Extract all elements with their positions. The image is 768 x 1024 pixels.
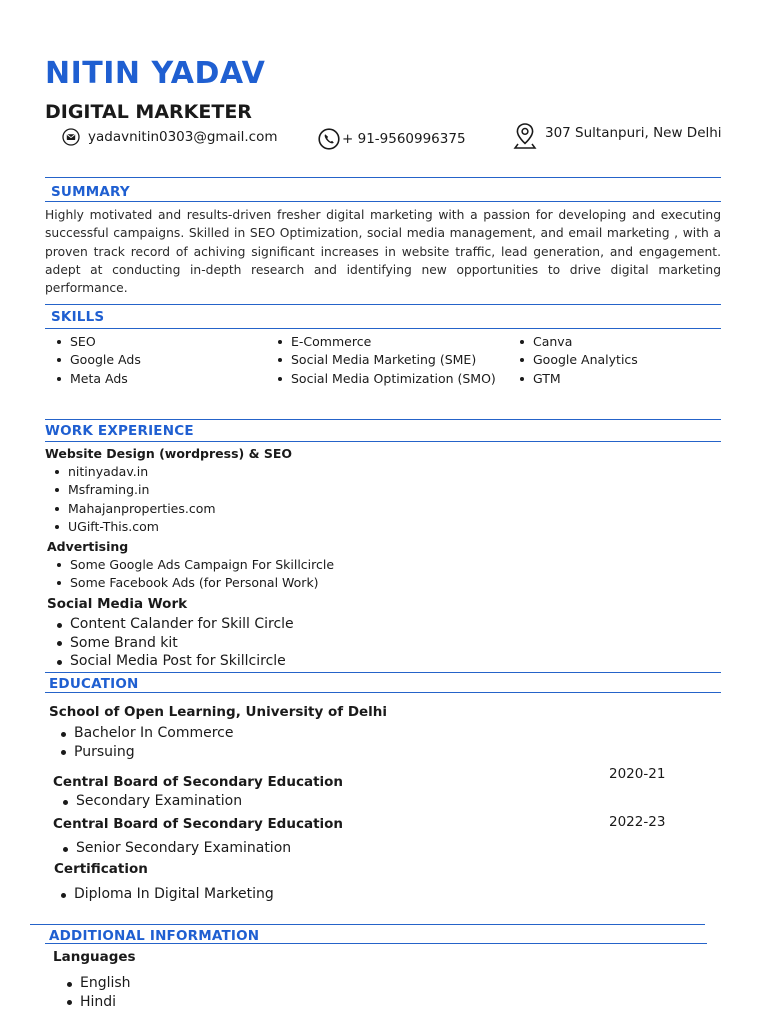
school-title: School of Open Learning, University of Delhi [49,704,388,720]
list-item: Mahajanproperties.com [52,500,216,518]
web-design-list [52,463,216,536]
skills-list-1 [54,333,141,388]
section-divider [45,177,721,178]
section-divider [30,924,705,925]
education-year: 2022-23 [609,814,666,830]
list-item: Diploma In Digital Marketing [58,885,274,904]
list-item: nitinyadav.in [52,463,216,481]
list-item: Msframing.in [52,481,216,499]
advertising-title: Advertising [47,539,129,554]
advertising-list [54,556,334,593]
candidate-name: NITIN YADAV [45,56,266,91]
list-item: Google Analytics [517,351,638,369]
education-year: 2020-21 [609,766,666,782]
email-text[interactable]: yadavnitin0303@gmail.com [88,129,278,145]
list-item: Some Google Ads Campaign For Skillcircle [54,556,334,574]
email-contact [62,128,277,146]
certification-title: Certification [54,861,148,877]
skills-heading: SKILLS [51,309,105,325]
certification-list [58,885,274,904]
list-item: Senior Secondary Examination [60,839,291,858]
social-media-list [54,615,294,671]
list-item: SEO [54,333,141,351]
list-item: Canva [517,333,638,351]
additional-info-heading: ADDITIONAL INFORMATION [49,928,260,944]
phone-icon [318,128,340,150]
address-contact [513,122,722,150]
job-title: DIGITAL MARKETER [45,101,252,123]
list-item: Social Media Post for Skillcircle [54,652,294,671]
section-divider [45,328,721,329]
list-item: Some Facebook Ads (for Personal Work) [54,574,334,592]
summary-text: Highly motivated and results-driven fresher digital marketing with a passion for developing and executing successful campaigns. Skilled in SEO Optimization, social media management, and email marketing , with a proven track record of achiving significant increases in website traffic, lead generation, and engagement. adept at conducting in-depth research and identifying new opportunities to drive digital marketing performance. [45,208,721,296]
section-divider [45,672,721,673]
web-design-title: Website Design (wordpress) & SEO [45,446,292,461]
school-items [60,839,291,858]
email-icon [62,128,80,146]
section-divider [45,441,721,442]
list-item: Google Ads [54,351,141,369]
school-title: Central Board of Secondary Education [53,774,344,790]
address-text: 307 Sultanpuri, New Delhi [545,125,722,141]
summary-heading: SUMMARY [51,184,130,200]
location-pin-icon [513,122,537,150]
list-item: English [64,974,131,993]
list-item: UGift-This.com [52,518,216,536]
languages-title: Languages [53,949,136,965]
list-item: Hindi [64,993,131,1012]
list-item: Secondary Examination [60,792,242,811]
list-item: Meta Ads [54,370,141,388]
school-items [58,724,233,761]
section-divider [45,692,721,693]
school-title: Central Board of Secondary Education [53,816,344,832]
skills-list-3 [517,333,638,388]
list-item: Social Media Marketing (SME) [275,351,496,369]
social-media-title: Social Media Work [47,596,188,612]
work-experience-heading: WORK EXPERIENCE [45,423,194,439]
education-heading: EDUCATION [49,676,139,692]
section-divider [45,201,721,202]
section-divider [45,943,707,944]
list-item: E-Commerce [275,333,496,351]
phone-text[interactable]: + 91-9560996375 [342,131,466,147]
list-item: Social Media Optimization (SMO) [275,370,496,388]
section-divider [45,419,721,420]
list-item: GTM [517,370,638,388]
phone-contact [318,128,466,150]
languages-list [64,974,131,1011]
school-items [60,792,242,811]
list-item: Bachelor In Commerce [58,724,233,743]
list-item: Pursuing [58,743,233,762]
section-divider [45,304,721,305]
list-item: Some Brand kit [54,634,294,653]
skills-list-2 [275,333,496,388]
list-item: Content Calander for Skill Circle [54,615,294,634]
